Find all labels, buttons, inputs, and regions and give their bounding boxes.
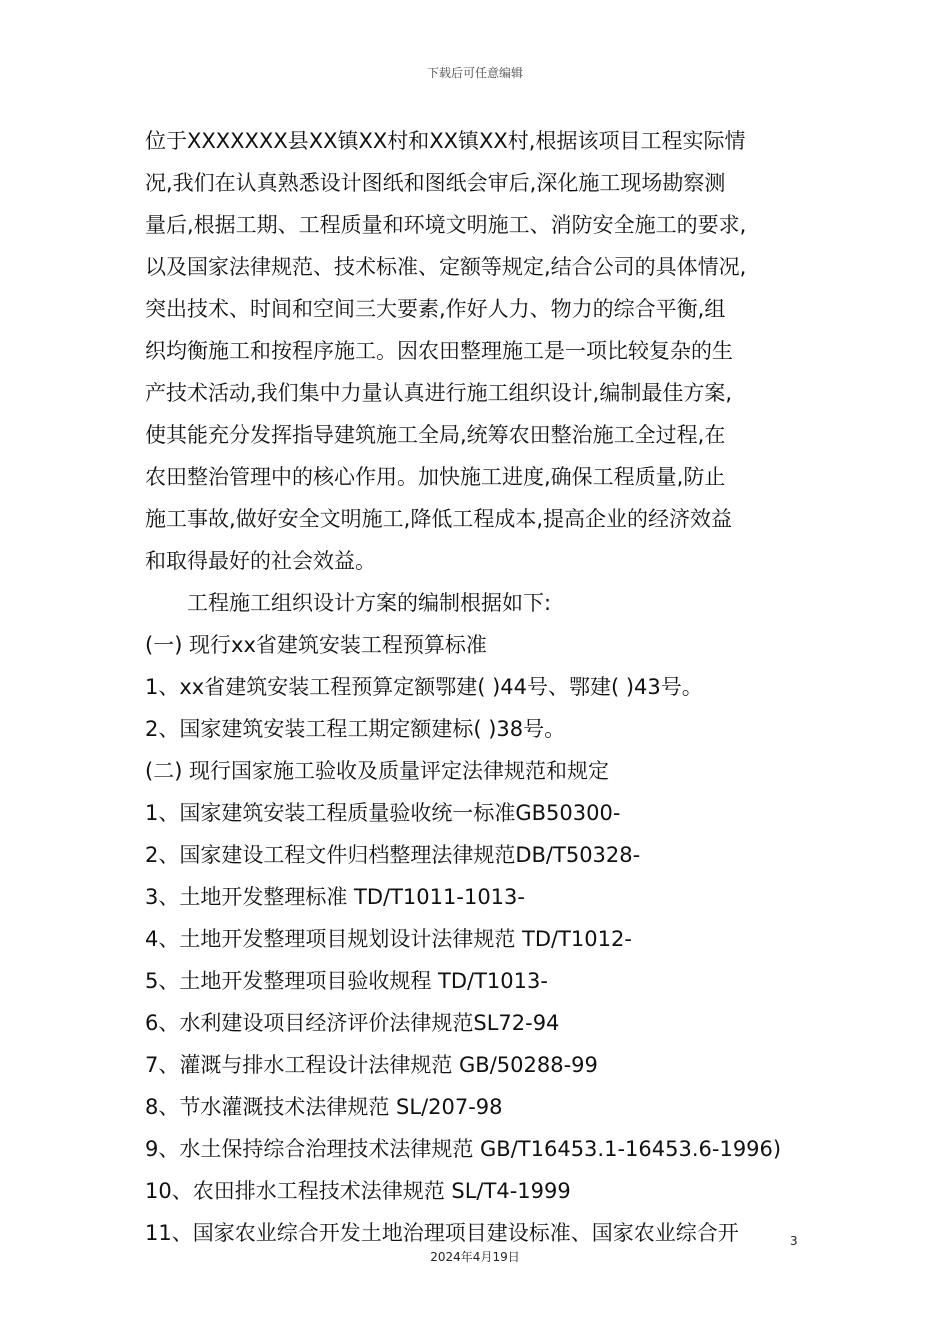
section-heading: (一) 现行xx省建筑安装工程预算标准 [145, 633, 487, 657]
section-intro: 工程施工组织设计方案的编制根据如下: [187, 591, 552, 615]
body-line: 施工事故,做好安全文明施工,降低工程成本,提高企业的经济效益 [145, 507, 733, 531]
body-line: 和取得最好的社会效益。 [145, 549, 376, 573]
list-item: 4、土地开发整理项目规划设计法律规范 TD/T1012- [145, 927, 632, 951]
list-item: 2、国家建设工程文件归档整理法律规范DB/T50328- [145, 843, 641, 867]
page-number: 3 [790, 1234, 798, 1248]
document-body [145, 120, 820, 1254]
body-line: 量后,根据工期、工程质量和环境文明施工、消防安全施工的要求, [145, 213, 747, 237]
footer-date: 2024年4月19日 [430, 1250, 520, 1264]
body-line: 使其能充分发挥指导建筑施工全局,统筹农田整治施工全过程,在 [145, 423, 726, 447]
list-item: 5、土地开发整理项目验收规程 TD/T1013- [145, 969, 548, 993]
list-item: 10、农田排水工程技术法律规范 SL/T4-1999 [145, 1179, 571, 1203]
list-item: 2、国家建筑安装工程工期定额建标( )38号。 [145, 717, 566, 741]
body-line: 产技术活动,我们集中力量认真进行施工组织设计,编制最佳方案, [145, 381, 733, 405]
list-item: 9、水土保持综合治理技术法律规范 GB/T16453.1-16453.6-1996) [145, 1137, 782, 1161]
body-line: 以及国家法律规范、技术标准、定额等规定,结合公司的具体情况, [145, 255, 747, 279]
list-item: 1、国家建筑安装工程质量验收统一标准GB50300- [145, 801, 621, 825]
list-item: 1、xx省建筑安装工程预算定额鄂建( )44号、鄂建( )43号。 [145, 675, 703, 699]
body-line: 突出技术、时间和空间三大要素,作好人力、物力的综合平衡,组 [145, 297, 726, 321]
body-line: 织均衡施工和按程序施工。因农田整理施工是一项比较复杂的生 [145, 339, 733, 363]
body-line: 位于XXXXXXX县XX镇XX村和XX镇XX村,根据该项目工程实际情 [145, 129, 746, 153]
page-header: 下载后可任意编辑 [426, 66, 523, 80]
list-item: 11、国家农业综合开发土地治理项目建设标准、国家农业综合开 [145, 1221, 739, 1245]
list-item: 8、节水灌溉技术法律规范 SL/207-98 [145, 1095, 503, 1119]
body-line: 况,我们在认真熟悉设计图纸和图纸会审后,深化施工现场勘察测 [145, 171, 726, 195]
section-heading: (二) 现行国家施工验收及质量评定法律规范和规定 [145, 759, 610, 783]
body-line: 农田整治管理中的核心作用。加快施工进度,确保工程质量,防止 [145, 465, 726, 489]
list-item: 7、灌溉与排水工程设计法律规范 GB/50288-99 [145, 1053, 598, 1077]
list-item: 3、土地开发整理标准 TD/T1011-1013- [145, 885, 525, 909]
list-item: 6、水利建设项目经济评价法律规范SL72-94 [145, 1011, 560, 1035]
